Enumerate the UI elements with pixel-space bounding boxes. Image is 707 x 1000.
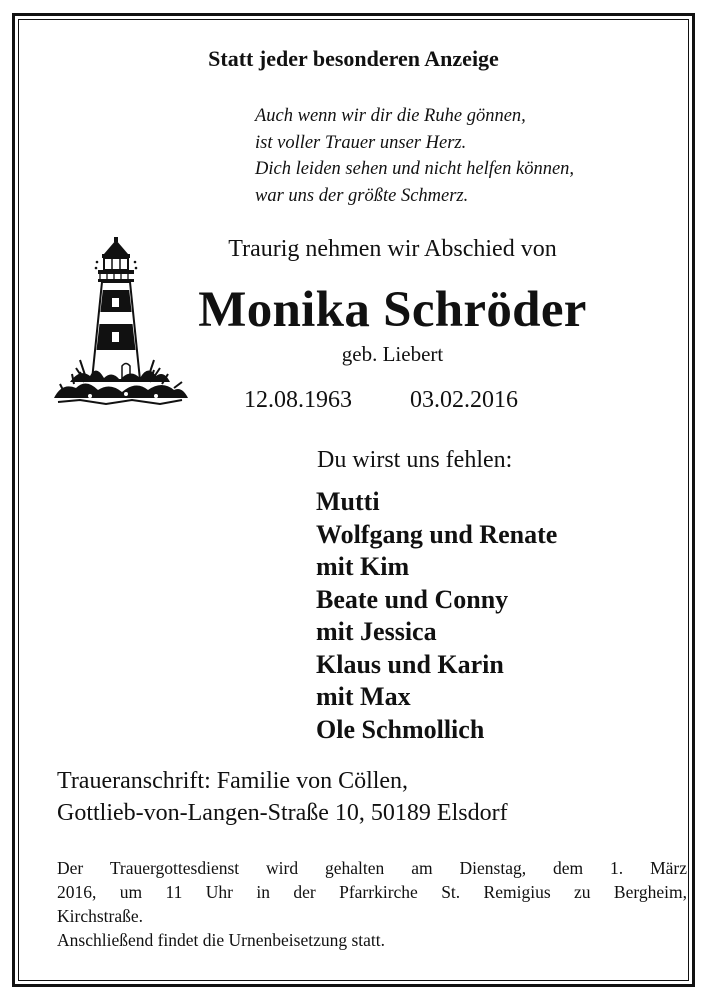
mourner-name: Klaus und Karin: [316, 649, 504, 679]
life-dates: [244, 387, 518, 414]
service-line: Anschließend findet die Urnenbeisetzung statt.: [57, 930, 386, 950]
poem-line: war uns der größte Schmerz.: [255, 185, 469, 206]
address-line: Gottlieb-von-Langen-Straße 10, 50189 Elsdorf: [57, 800, 508, 826]
mourner-name: mit Max: [316, 682, 411, 711]
address-line: Traueranschrift: Familie von Cöllen,: [57, 768, 409, 794]
header-title: Statt jeder besonderen Anzeige: [208, 46, 499, 71]
death-date: 03.02.2016: [410, 387, 518, 413]
funeral-service-notice: [57, 856, 687, 952]
birth-name: geb. Liebert: [341, 342, 444, 366]
mourner-name: Mutti: [316, 487, 380, 516]
mourner-name: mit Jessica: [316, 617, 437, 646]
service-line: Der Trauergottesdienst wird gehalten am Dienstag, dem 1. März: [57, 858, 687, 878]
mourners-list: [316, 486, 557, 746]
mourning-address: [57, 765, 508, 829]
service-line: 2016, um 11 Uhr in der Pfarrkirche St. Remigius zu Bergheim,: [57, 882, 687, 902]
poem-line: Dich leiden sehen und nicht helfen können,: [255, 159, 575, 179]
mourner-name: Wolfgang und Renate: [316, 519, 558, 549]
service-line: Kirchstraße.: [57, 906, 144, 926]
birth-date: 12.08.1963: [244, 387, 352, 413]
deceased-name: Monika Schröder: [198, 282, 587, 338]
mourner-name: Ole Schmollich: [316, 714, 485, 744]
mourner-name: Beate und Conny: [316, 584, 509, 614]
poem-line: Auch wenn wir dir die Ruhe gönnen,: [255, 106, 526, 126]
mourner-name: mit Kim: [316, 552, 410, 581]
farewell-intro: Traurig nehmen wir Abschied von: [228, 236, 557, 262]
poem: [255, 103, 574, 209]
poem-line: ist voller Trauer unser Herz.: [255, 132, 467, 153]
mourners-intro: Du wirst uns fehlen:: [317, 447, 513, 473]
